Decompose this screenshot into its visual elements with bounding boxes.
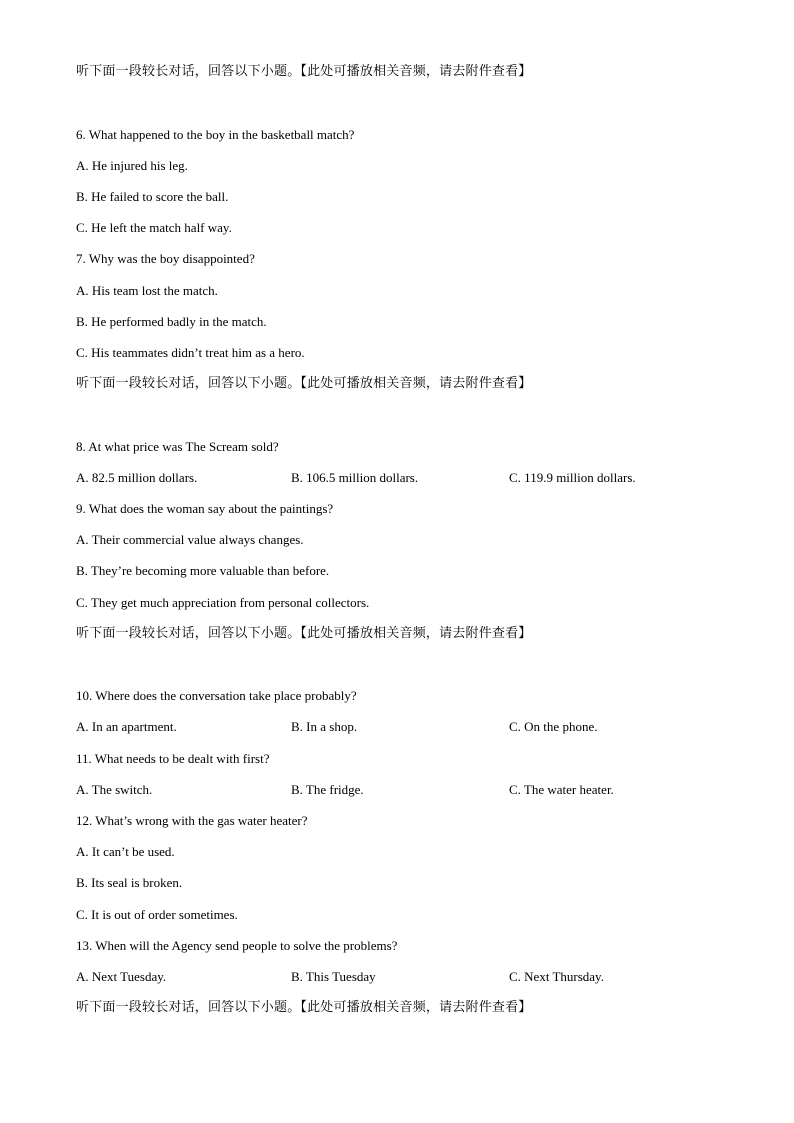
question-13: 13. When will the Agency send people to solve the problems? [76,938,398,953]
q9-option-a: A. Their commercial value always changes. [76,532,304,547]
q10-option-b: B. In a shop. [291,719,358,734]
question-9: 9. What does the woman say about the paintings? [76,501,334,516]
question-7: 7. Why was the boy disappointed? [76,251,255,266]
listening-instruction: 听下面一段较长对话，回答以下小题。【此处可播放相关音频，请去附件查看】 [76,64,532,79]
q8-option-b: B. 106.5 million dollars. [291,470,419,485]
q11-option-b: B. The fridge. [291,782,364,797]
q9-option-c: C. They get much appreciation from personal collectors. [76,595,370,610]
q7-option-c: C. His teammates didn’t treat him as a hero. [76,345,305,360]
q7-option-a: A. His team lost the match. [76,283,218,298]
q12-option-b: B. Its seal is broken. [76,875,183,890]
q8-option-a: A. 82.5 million dollars. [76,470,198,485]
question-12: 12. What’s wrong with the gas water heater? [76,813,308,828]
q13-option-c: C. Next Thursday. [509,969,604,984]
q10-option-a: A. In an apartment. [76,719,177,734]
question-11: 11. What needs to be dealt with first? [76,751,270,766]
question-10: 10. Where does the conversation take place probably? [76,688,357,703]
q9-option-b: B. They’re becoming more valuable than before. [76,563,330,578]
listening-instruction: 听下面一段较长对话，回答以下小题。【此处可播放相关音频，请去附件查看】 [76,1000,532,1015]
q11-option-a: A. The switch. [76,782,153,797]
q6-option-c: C. He left the match half way. [76,220,232,235]
q6-option-a: A. He injured his leg. [76,158,188,173]
listening-instruction: 听下面一段较长对话，回答以下小题。【此处可播放相关音频，请去附件查看】 [76,626,532,641]
q12-option-c: C. It is out of order sometimes. [76,907,238,922]
q8-option-c: C. 119.9 million dollars. [509,470,636,485]
listening-instruction: 听下面一段较长对话，回答以下小题。【此处可播放相关音频，请去附件查看】 [76,376,532,391]
q10-option-c: C. On the phone. [509,719,598,734]
question-6: 6. What happened to the boy in the basketball match? [76,127,355,142]
question-8: 8. At what price was The Scream sold? [76,439,279,454]
q7-option-b: B. He performed badly in the match. [76,314,267,329]
q13-option-b: B. This Tuesday [291,969,376,984]
q6-option-b: B. He failed to score the ball. [76,189,229,204]
q13-option-a: A. Next Tuesday. [76,969,167,984]
q12-option-a: A. It can’t be used. [76,844,175,859]
q11-option-c: C. The water heater. [509,782,614,797]
